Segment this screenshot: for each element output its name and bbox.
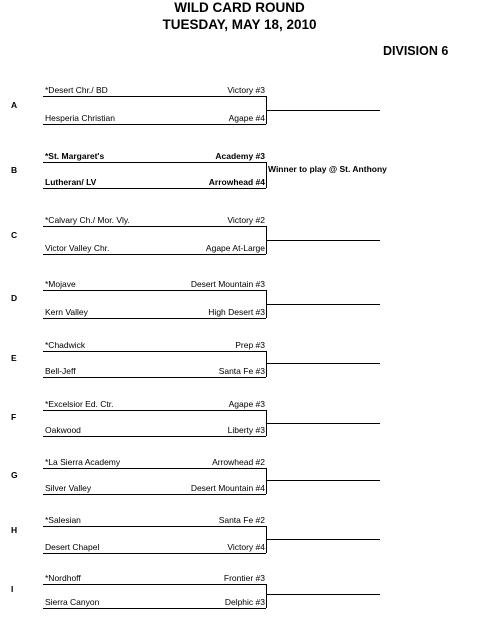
game-letter: G xyxy=(11,470,18,480)
game-letter: H xyxy=(11,525,18,535)
team-slot-top xyxy=(43,514,266,527)
team-seed: Prep #3 xyxy=(235,340,265,350)
team-slot-top xyxy=(43,572,266,585)
advance-line xyxy=(266,304,380,305)
team-name: *Excelsior Ed. Ctr. xyxy=(45,399,114,409)
bracket-connector xyxy=(266,351,267,377)
division-label: DIVISION 6 xyxy=(383,44,449,58)
bracket-connector xyxy=(266,468,267,494)
team-slot-bottom xyxy=(43,365,266,378)
bracket-game-f xyxy=(0,398,479,458)
team-slot-bottom xyxy=(43,541,266,554)
team-name: *St. Margaret's xyxy=(45,151,105,161)
bracket-note: Winner to play @ St. Anthony xyxy=(268,164,387,174)
team-seed: Agape #3 xyxy=(228,399,265,409)
bracket-game-d xyxy=(0,278,479,338)
team-slot-bottom xyxy=(43,242,266,255)
team-slot-bottom xyxy=(43,424,266,437)
team-seed: Desert Mountain #3 xyxy=(190,279,265,289)
team-slot-top xyxy=(43,150,266,163)
bracket-game-h xyxy=(0,514,479,574)
team-seed: High Desert #3 xyxy=(208,307,265,317)
advance-line xyxy=(266,594,380,595)
team-seed: Victory #3 xyxy=(227,85,265,95)
team-name: *Nordhoff xyxy=(45,573,81,583)
game-letter: F xyxy=(11,412,17,422)
team-slot-top xyxy=(43,214,266,227)
team-slot-bottom xyxy=(43,306,266,319)
bracket-connector xyxy=(266,584,267,608)
bracket-game-b xyxy=(0,150,479,210)
team-name: Silver Valley xyxy=(45,483,92,493)
team-slot-bottom xyxy=(43,482,266,495)
game-letter: D xyxy=(11,293,18,303)
bracket-game-i xyxy=(0,572,479,632)
team-slot-bottom xyxy=(43,176,266,189)
page-subtitle-date: TUESDAY, MAY 18, 2010 xyxy=(162,17,317,32)
game-letter: I xyxy=(11,584,14,594)
team-seed: Arrowhead #2 xyxy=(212,457,265,467)
team-slot-top xyxy=(43,84,266,97)
game-letter: E xyxy=(11,353,17,363)
team-seed: Agape #4 xyxy=(228,113,265,123)
game-letter: B xyxy=(11,165,18,175)
team-name: Desert Chapel xyxy=(45,542,100,552)
advance-line xyxy=(266,539,380,540)
advance-line xyxy=(266,110,380,111)
team-slot-bottom xyxy=(43,596,266,609)
bracket-game-c xyxy=(0,214,479,274)
team-seed: Academy #3 xyxy=(215,151,265,161)
advance-line xyxy=(266,363,380,364)
bracket-game-g xyxy=(0,456,479,516)
team-slot-bottom xyxy=(43,112,266,125)
team-seed: Arrowhead #4 xyxy=(208,177,265,187)
team-name: Kern Valley xyxy=(45,307,88,317)
team-name: *Salesian xyxy=(45,515,81,525)
team-name: *Calvary Ch./ Mor. Vly. xyxy=(45,215,130,225)
team-name: Sierra Canyon xyxy=(45,597,100,607)
team-seed: Victory #2 xyxy=(227,215,265,225)
advance-line xyxy=(266,480,380,481)
team-name: Bell-Jeff xyxy=(45,366,76,376)
team-slot-top xyxy=(43,456,266,469)
team-name: Hesperia Christian xyxy=(45,113,115,123)
team-name: *La Sierra Academy xyxy=(45,457,121,467)
team-seed: Desert Mountain #4 xyxy=(190,483,265,493)
team-slot-top xyxy=(43,278,266,291)
team-name: *Chadwick xyxy=(45,340,86,350)
team-slot-top xyxy=(43,339,266,352)
team-slot-top xyxy=(43,398,266,411)
game-letter: C xyxy=(11,230,18,240)
bracket-connector xyxy=(266,162,267,188)
team-name: *Desert Chr./ BD xyxy=(45,85,108,95)
advance-line xyxy=(266,423,380,424)
team-seed: Frontier #3 xyxy=(223,573,265,583)
team-name: Lutheran/ LV xyxy=(45,177,97,187)
team-seed: Victory #4 xyxy=(227,542,265,552)
team-seed: Agape At-Large xyxy=(205,243,265,253)
advance-line xyxy=(266,240,380,241)
team-seed: Santa Fe #3 xyxy=(218,366,265,376)
team-seed: Santa Fe #2 xyxy=(218,515,265,525)
page-title: WILD CARD ROUND xyxy=(174,0,305,15)
team-name: *Mojave xyxy=(45,279,76,289)
team-name: Victor Valley Chr. xyxy=(45,243,110,253)
team-seed: Delphic #3 xyxy=(224,597,265,607)
team-seed: Liberty #3 xyxy=(227,425,265,435)
bracket-game-e xyxy=(0,339,479,399)
game-letter: A xyxy=(11,100,18,110)
bracket-game-a xyxy=(0,84,479,144)
team-name: Oakwood xyxy=(45,425,81,435)
